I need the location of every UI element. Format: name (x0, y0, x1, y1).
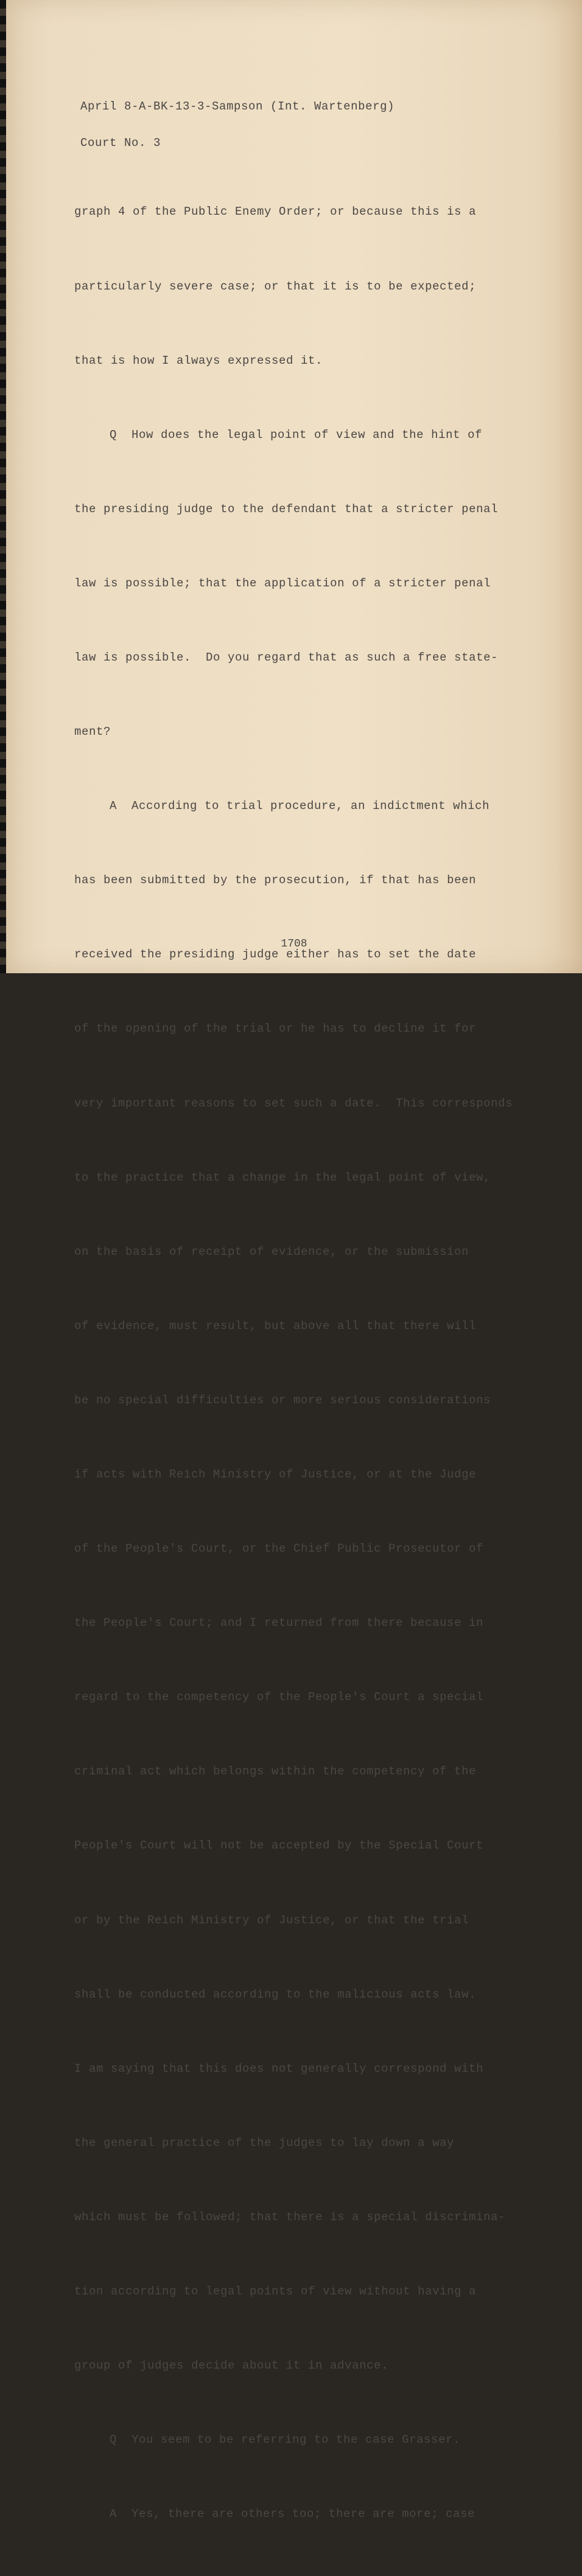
text-line: regard to the competency of the People's Court a special (74, 1690, 484, 1704)
text-line: ment? (74, 725, 111, 739)
text-line: of the People's Court, or the Chief Public Prosecutor of (74, 1542, 484, 1556)
text-line: or by the Reich Ministry of Justice, or that the trial (74, 1913, 469, 1927)
text-line: if acts with Reich Ministry of Justice, or at the Judge (74, 1468, 477, 1481)
header-court: Court No. 3 (80, 136, 161, 150)
text-line: criminal act which belongs within the competency of the (74, 1765, 477, 1779)
text-line: has been submitted by the prosecution, if that has been (74, 873, 477, 887)
text-line: the general practice of the judges to lay down a way (74, 2136, 455, 2150)
header-reference: April 8-A-BK-13-3-Sampson (Int. Wartenberg) (80, 100, 395, 113)
text-line: particularly severe case; or that it is to be expected; (74, 279, 477, 293)
text-line: received the presiding judge either has to set the date (74, 948, 477, 962)
text-line: the presiding judge to the defendant that a stricter penal (74, 502, 499, 516)
text-line: of evidence, must result, but above all that there will (74, 1319, 477, 1333)
text-line: law is possible. Do you regard that as such a free state- (74, 650, 499, 664)
question-line: Q You seem to be referring to the case Grasser. (110, 2433, 461, 2447)
question-line: Q How does the legal point of view and the hint of (110, 428, 483, 442)
text-line: shall be conducted according to the malicious acts law. (74, 1987, 477, 2001)
text-line: group of judges decide about it in advance. (74, 2359, 389, 2373)
answer-line: A According to trial procedure, an indictment which (110, 799, 490, 813)
binding-holes (0, 0, 6, 973)
answer-line: A Yes, there are others too; there are more; case (110, 2507, 475, 2521)
text-line: graph 4 of the Public Enemy Order; or because this is a (74, 205, 477, 219)
transcript-body (74, 150, 513, 2576)
text-line: that is how I always expressed it. (74, 353, 323, 367)
text-line: be no special difficulties or more serious considerations (74, 1393, 491, 1407)
page-number: 1708 (281, 938, 307, 950)
document-page (6, 0, 582, 2521)
text-line: the People's Court; and I returned from there because in (74, 1616, 484, 1630)
text-line: which must be followed; that there is a special discrimina- (74, 2210, 506, 2224)
text-line: to the practice that a change in the legal point of view, (74, 1170, 491, 1184)
text-line: law is possible; that the application of a stricter penal (74, 576, 491, 590)
text-line: tion according to legal points of view without having a (74, 2285, 477, 2299)
text-line: I am saying that this does not generally correspond with (74, 2061, 484, 2075)
text-line: on the basis of receipt of evidence, or the submission (74, 1245, 469, 1258)
text-line: People's Court will not be accepted by the Special Court (74, 1839, 484, 1853)
text-line: very important reasons to set such a date. This corresponds (74, 1096, 513, 1110)
text-line: of the opening of the trial or he has to decline it for (74, 1022, 477, 1036)
